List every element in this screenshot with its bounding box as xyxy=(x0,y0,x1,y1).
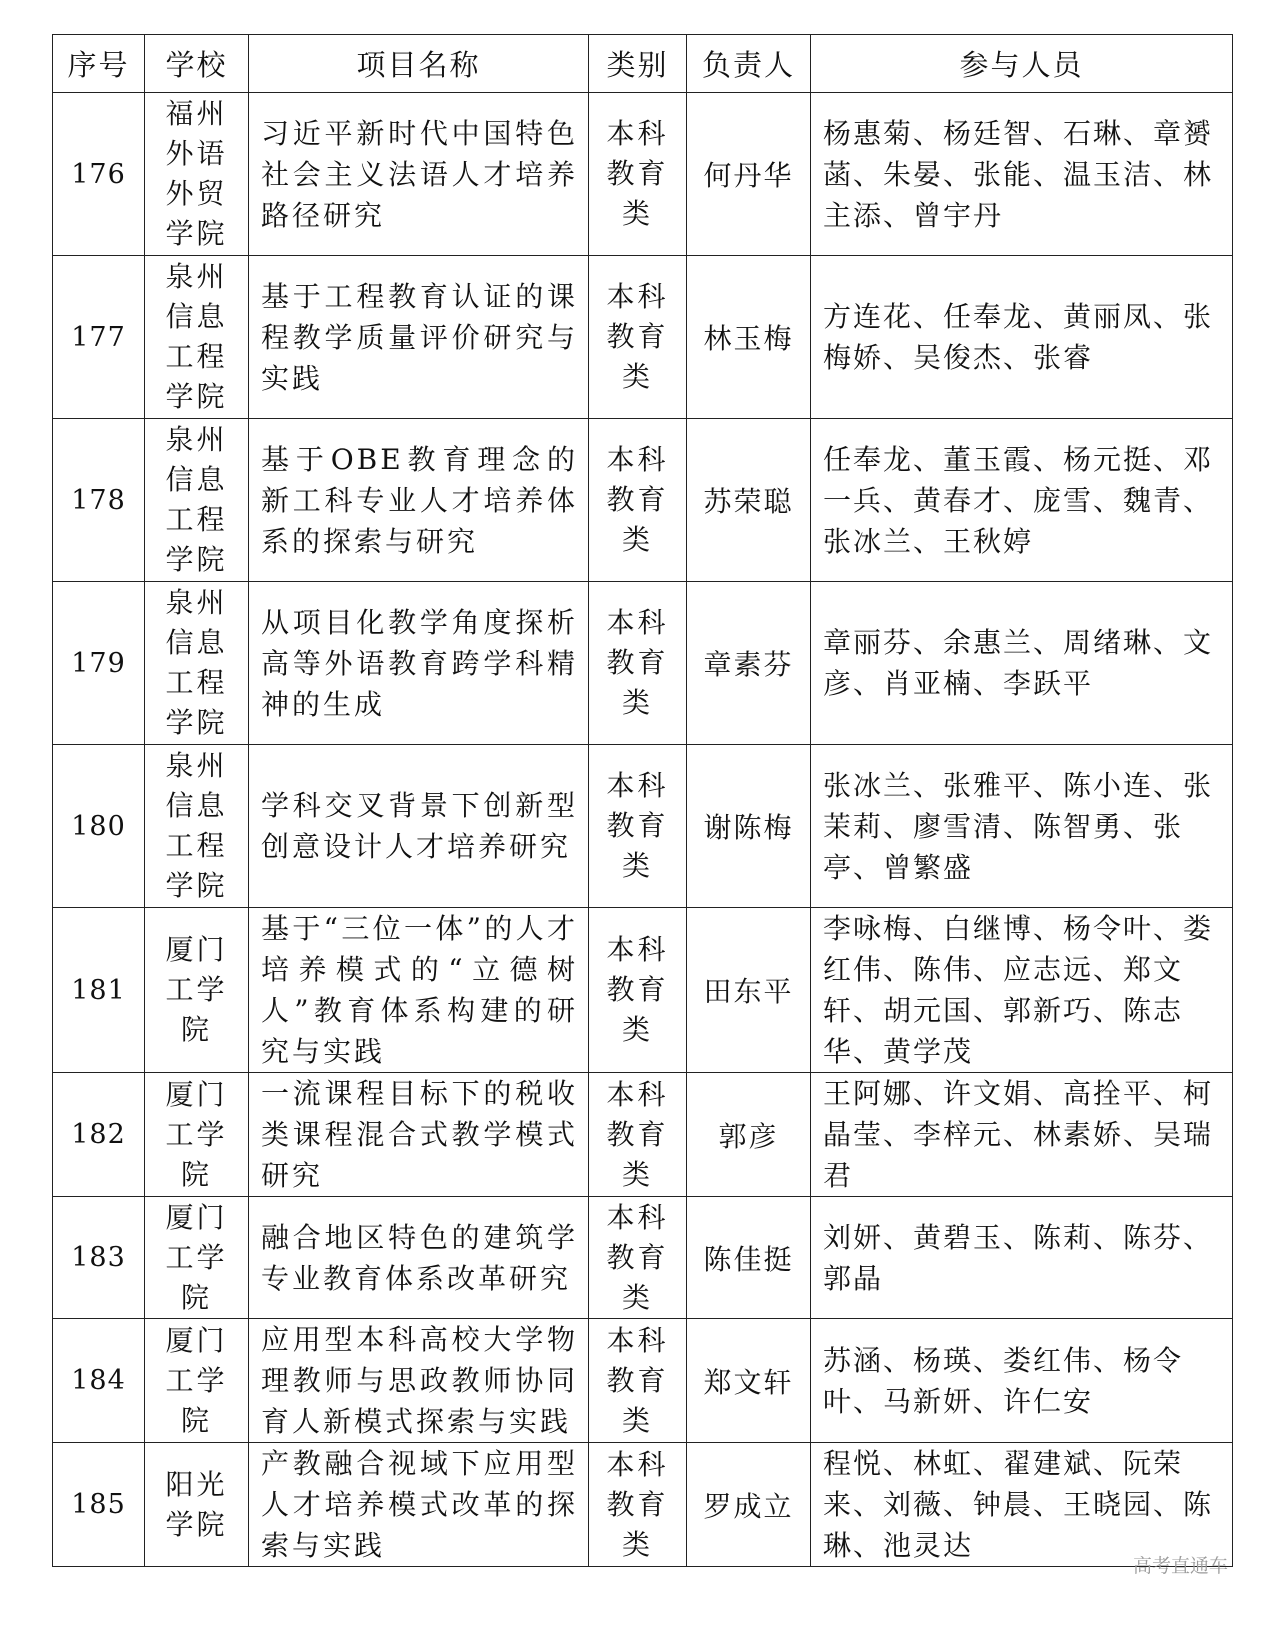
cell-category: 本科教育类 xyxy=(606,606,669,719)
table-row xyxy=(53,582,1233,745)
cell-lead: 郑文轩 xyxy=(687,1319,811,1443)
cell-no: 176 xyxy=(53,93,145,256)
cell-project: 从项目化教学角度探析高等外语教育跨学科精神的生成 xyxy=(249,582,589,745)
table-row xyxy=(53,256,1233,419)
cell-lead: 何丹华 xyxy=(687,93,811,256)
table-row xyxy=(53,1197,1233,1319)
cell-members: 章丽芬、余惠兰、周绪琳、文彦、肖亚楠、李跃平 xyxy=(811,582,1233,745)
cell-members: 苏涵、杨瑛、娄红伟、杨令叶、马新妍、许仁安 xyxy=(811,1319,1233,1443)
cell-category: 本科教育类 xyxy=(606,1323,669,1437)
cell-project: 学科交叉背景下创新型创意设计人才培养研究 xyxy=(249,745,589,908)
cell-school: 泉州信息工程学院 xyxy=(165,423,228,576)
cell-no: 184 xyxy=(53,1319,145,1443)
cell-project: 产教融合视域下应用型人才培养模式改革的探索与实践 xyxy=(249,1443,589,1567)
table-row xyxy=(53,1443,1233,1567)
cell-no: 179 xyxy=(53,582,145,745)
cell-members: 杨惠菊、杨廷智、石琳、章赟菡、朱晏、张能、温玉洁、林主添、曾宇丹 xyxy=(811,93,1233,256)
cell-school: 厦门工学院 xyxy=(165,1077,228,1191)
cell-project: 融合地区特色的建筑学专业教育体系改革研究 xyxy=(249,1197,589,1319)
cell-lead: 陈佳挺 xyxy=(687,1197,811,1319)
cell-no: 182 xyxy=(53,1073,145,1197)
cell-lead: 林玉梅 xyxy=(687,256,811,419)
header-category: 类别 xyxy=(589,35,687,93)
cell-project: 习近平新时代中国特色社会主义法语人才培养路径研究 xyxy=(249,93,589,256)
cell-project: 基于工程教育认证的课程教学质量评价研究与实践 xyxy=(249,256,589,419)
table-row xyxy=(53,93,1233,256)
cell-no: 177 xyxy=(53,256,145,419)
cell-lead: 谢陈梅 xyxy=(687,745,811,908)
cell-members: 任奉龙、董玉霞、杨元挺、邓一兵、黄春才、庞雪、魏青、张冰兰、王秋婷 xyxy=(811,419,1233,582)
cell-category: 本科教育类 xyxy=(606,280,669,393)
cell-members: 张冰兰、张雅平、陈小连、张茉莉、廖雪清、陈智勇、张亭、曾繁盛 xyxy=(811,745,1233,908)
cell-no: 181 xyxy=(53,908,145,1073)
cell-members: 程悦、林虹、翟建斌、阮荣来、刘薇、钟晨、王晓园、陈琳、池灵达 xyxy=(811,1443,1233,1567)
cell-project: 一流课程目标下的税收类课程混合式教学模式研究 xyxy=(249,1073,589,1197)
cell-lead: 郭彦 xyxy=(687,1073,811,1197)
cell-project: 基于OBE教育理念的新工科专业人才培养体系的探索与研究 xyxy=(249,419,589,582)
cell-members: 王阿娜、许文娟、高拴平、柯晶莹、李梓元、林素娇、吴瑞君 xyxy=(811,1073,1233,1197)
table-header-row xyxy=(53,35,1233,93)
table-body xyxy=(53,93,1233,1567)
cell-school: 厦门工学院 xyxy=(165,1200,228,1314)
cell-category: 本科教育类 xyxy=(606,117,669,230)
table-row xyxy=(53,1319,1233,1443)
cell-lead: 罗成立 xyxy=(687,1443,811,1567)
cell-project: 应用型本科高校大学物理教师与思政教师协同育人新模式探索与实践 xyxy=(249,1319,589,1443)
cell-no: 180 xyxy=(53,745,145,908)
cell-no: 183 xyxy=(53,1197,145,1319)
cell-lead: 苏荣聪 xyxy=(687,419,811,582)
cell-school: 阳光学院 xyxy=(165,1467,228,1541)
table-row xyxy=(53,419,1233,582)
cell-school: 泉州信息工程学院 xyxy=(165,260,228,413)
cell-members: 方连花、任奉龙、黄丽凤、张梅娇、吴俊杰、张睿 xyxy=(811,256,1233,419)
header-members: 参与人员 xyxy=(811,35,1233,93)
cell-category: 本科教育类 xyxy=(606,1447,669,1561)
cell-category: 本科教育类 xyxy=(606,1077,669,1191)
project-list-table xyxy=(52,34,1233,1567)
cell-category: 本科教育类 xyxy=(606,769,669,882)
table-row xyxy=(53,745,1233,908)
cell-no: 178 xyxy=(53,419,145,582)
cell-lead: 章素芬 xyxy=(687,582,811,745)
cell-school: 泉州信息工程学院 xyxy=(165,749,228,902)
header-lead: 负责人 xyxy=(687,35,811,93)
header-project: 项目名称 xyxy=(249,35,589,93)
cell-no: 185 xyxy=(53,1443,145,1567)
cell-members: 刘妍、黄碧玉、陈莉、陈芬、郭晶 xyxy=(811,1197,1233,1319)
cell-school: 厦门工学院 xyxy=(165,933,228,1046)
cell-category: 本科教育类 xyxy=(606,443,669,556)
cell-category: 本科教育类 xyxy=(606,933,669,1046)
table-row xyxy=(53,1073,1233,1197)
cell-lead: 田东平 xyxy=(687,908,811,1073)
cell-school: 福州外语外贸学院 xyxy=(165,97,228,250)
header-no: 序号 xyxy=(53,35,145,93)
cell-school: 厦门工学院 xyxy=(165,1323,228,1437)
header-school: 学校 xyxy=(145,35,249,93)
cell-project: 基于“三位一体”的人才培养模式的“立德树人”教育体系构建的研究与实践 xyxy=(249,908,589,1073)
cell-school: 泉州信息工程学院 xyxy=(165,586,228,739)
table-row xyxy=(53,908,1233,1073)
watermark-text: 高考直通车 xyxy=(1132,1555,1228,1577)
cell-category: 本科教育类 xyxy=(606,1200,669,1314)
cell-members: 李咏梅、白继博、杨令叶、娄红伟、陈伟、应志远、郑文轩、胡元国、郭新巧、陈志华、黄学茂 xyxy=(811,908,1233,1073)
